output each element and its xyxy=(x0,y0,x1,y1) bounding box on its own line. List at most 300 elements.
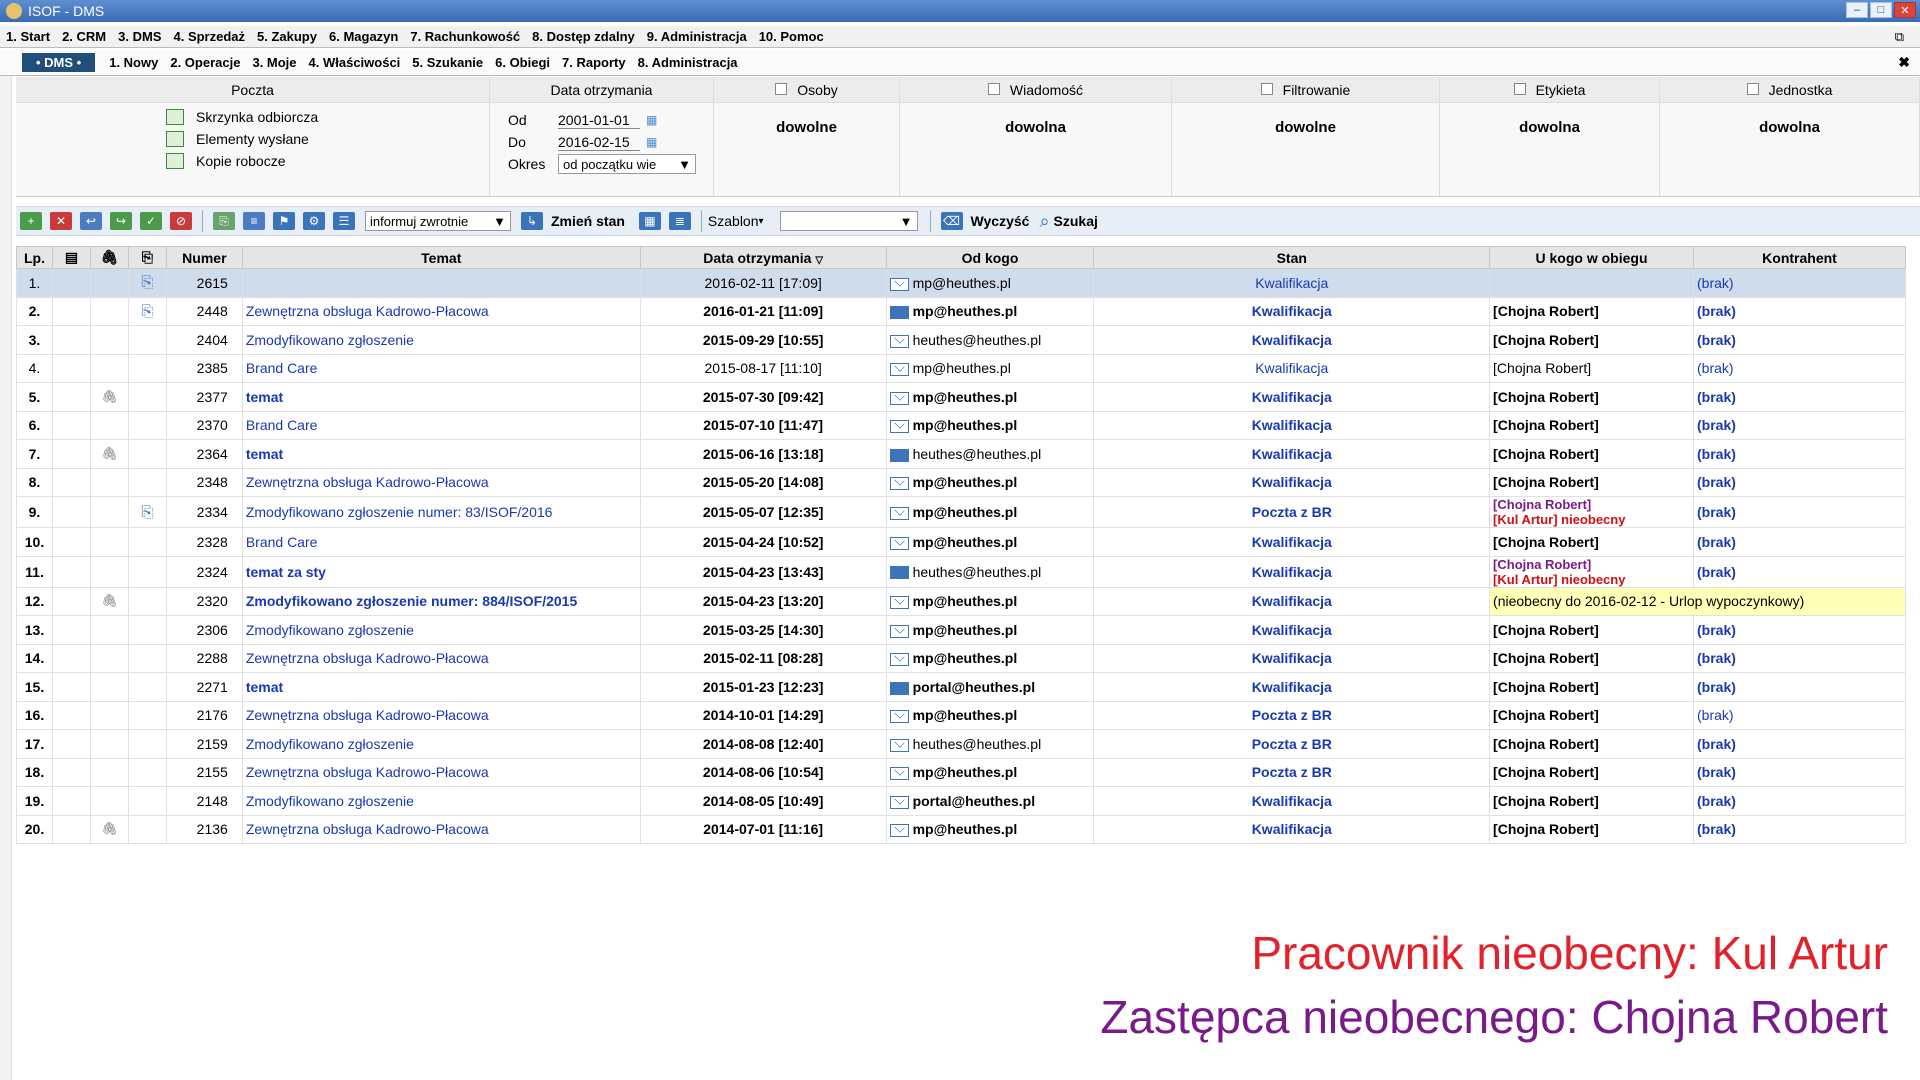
contractor-cell[interactable]: (brak) xyxy=(1694,644,1906,673)
contractor-cell[interactable]: (brak) xyxy=(1694,730,1906,759)
copy-doc-icon[interactable] xyxy=(128,528,166,557)
col-date[interactable] xyxy=(640,247,886,269)
table-row[interactable] xyxy=(17,468,1906,497)
message-subject-link[interactable]: temat za sty xyxy=(242,556,640,587)
received-date: 2015-02-11 [08:28] xyxy=(640,644,886,673)
rows-view-icon[interactable]: ≣ xyxy=(669,212,691,230)
attachment-icon[interactable]: 🖇 xyxy=(90,815,128,844)
circulation-cell: [Chojna Robert] xyxy=(1490,815,1694,844)
message-subject-link[interactable]: Zmodyfikowano zgłoszenie xyxy=(242,326,640,355)
received-date: 2014-08-05 [10:49] xyxy=(640,787,886,816)
attachment-icon[interactable] xyxy=(90,497,128,528)
unit-filter xyxy=(1660,77,1920,196)
col-contractor[interactable]: Kontrahent xyxy=(1694,247,1906,269)
calendar-icon[interactable]: ▦ xyxy=(646,113,658,127)
calendar-icon[interactable]: ▦ xyxy=(646,135,658,149)
copy-doc-icon[interactable] xyxy=(128,644,166,673)
state-cell[interactable]: Kwalifikacja xyxy=(1094,644,1490,673)
table-row[interactable] xyxy=(17,673,1906,702)
copy-doc-icon[interactable] xyxy=(128,556,166,587)
drafts-item[interactable] xyxy=(166,153,489,169)
toolbar-separator xyxy=(202,210,203,232)
message-number: 2159 xyxy=(166,730,242,759)
copy-doc-icon[interactable] xyxy=(128,815,166,844)
message-subject-link[interactable] xyxy=(242,269,640,298)
main-menu xyxy=(0,26,1920,48)
copy-doc-icon[interactable] xyxy=(128,411,166,440)
contractor-cell[interactable]: (brak) xyxy=(1694,383,1906,412)
contractor-cell[interactable]: (brak) xyxy=(1694,616,1906,645)
copy-doc-icon[interactable]: ⎘ xyxy=(128,497,166,528)
message-checkbox[interactable] xyxy=(988,83,1000,95)
dms-menu xyxy=(0,50,1920,76)
contractor-cell[interactable]: (brak) xyxy=(1694,497,1906,528)
table-row[interactable] xyxy=(17,528,1906,557)
main-menu-item[interactable]: 5. Zakupy xyxy=(257,29,317,44)
sender-address: heuthes@heuthes.pl xyxy=(912,331,1042,348)
state-cell[interactable]: Kwalifikacja xyxy=(1094,326,1490,355)
absence-note: (nieobecny do 2016-02-12 - Urlop wypoczynkowy) xyxy=(1490,587,1906,616)
main-menu-item[interactable]: 2. CRM xyxy=(62,29,107,44)
table-row[interactable] xyxy=(17,354,1906,383)
message-number: 2364 xyxy=(166,440,242,469)
sender-cell xyxy=(886,815,1094,844)
attachment-icon[interactable] xyxy=(90,269,128,298)
attachment-icon[interactable] xyxy=(90,616,128,645)
row-number: 17. xyxy=(17,730,53,759)
table-row[interactable] xyxy=(17,730,1906,759)
message-number: 2136 xyxy=(166,815,242,844)
table-row[interactable] xyxy=(17,556,1906,587)
envelope-icon xyxy=(890,420,909,433)
delete-message-icon[interactable]: ✕ xyxy=(50,212,72,230)
col-number[interactable]: Numer xyxy=(166,247,242,269)
search-button[interactable]: Szukaj xyxy=(1053,213,1098,229)
sender-address: mp@heuthes.pl xyxy=(912,621,1018,638)
col-circulation[interactable]: U kogo w obiegu xyxy=(1490,247,1694,269)
eraser-icon[interactable]: ⌫ xyxy=(941,212,963,230)
message-subject-link[interactable]: Brand Care xyxy=(242,411,640,440)
envelope-icon xyxy=(890,278,909,291)
table-row[interactable] xyxy=(17,297,1906,326)
contractor-cell[interactable]: (brak) xyxy=(1694,701,1906,730)
copy-doc-icon[interactable] xyxy=(128,758,166,787)
message-number: 2615 xyxy=(166,269,242,298)
substitute-name: [Chojna Robert] xyxy=(1493,556,1592,572)
message-subject-link[interactable]: Zmodyfikowano zgłoszenie xyxy=(242,616,640,645)
received-date: 2015-09-29 [10:55] xyxy=(640,326,886,355)
label-checkbox[interactable] xyxy=(1514,83,1526,95)
sender-address: mp@heuthes.pl xyxy=(912,360,1011,377)
search-icon[interactable]: ⌕ xyxy=(1039,210,1050,231)
legend-box xyxy=(1050,915,1894,1057)
main-menu-item[interactable]: 9. Administracja xyxy=(646,29,747,44)
envelope-icon xyxy=(890,507,909,520)
attachment-icon[interactable] xyxy=(90,468,128,497)
copy-doc-icon[interactable] xyxy=(128,673,166,702)
sender-cell xyxy=(886,644,1094,673)
table-row[interactable] xyxy=(17,440,1906,469)
col-subject[interactable]: Temat xyxy=(242,247,640,269)
label-filter-value[interactable]: dowolna xyxy=(1519,119,1580,136)
date-to-label: Do xyxy=(508,134,526,150)
main-menu-item[interactable]: 1. Start xyxy=(6,29,51,44)
attachment-icon[interactable] xyxy=(90,673,128,702)
table-row[interactable] xyxy=(17,383,1906,412)
copy-doc-icon[interactable] xyxy=(128,701,166,730)
unit-filter-title: Jednostka xyxy=(1768,82,1833,98)
received-date: 2015-05-07 [12:35] xyxy=(640,497,886,528)
dms-menu-item[interactable]: 7. Raporty xyxy=(562,55,626,70)
received-date: 2014-08-06 [10:54] xyxy=(640,758,886,787)
row-number: 20. xyxy=(17,815,53,844)
dms-menu-item[interactable]: 3. Moje xyxy=(252,55,297,70)
row-number: 4. xyxy=(17,354,53,383)
copy-doc-icon[interactable] xyxy=(128,326,166,355)
reply-icon[interactable]: ↩ xyxy=(80,212,102,230)
sender-cell xyxy=(886,556,1094,587)
attachment-icon[interactable] xyxy=(90,730,128,759)
sender-cell xyxy=(886,730,1094,759)
change-state-icon[interactable]: ↳ xyxy=(521,212,543,230)
sender-address: mp@heuthes.pl xyxy=(912,593,1018,610)
gear-icon[interactable]: ⚙ xyxy=(303,212,325,230)
label-filter-title: Etykieta xyxy=(1535,82,1586,98)
sender-address: mp@heuthes.pl xyxy=(912,474,1018,491)
message-filter-title: Wiadomość xyxy=(1009,82,1084,98)
message-subject-link[interactable]: Zewnętrzna obsługa Kadrowo-Płacowa xyxy=(242,468,640,497)
attachment-icon[interactable] xyxy=(90,411,128,440)
main-menu-item[interactable]: 8. Dostęp zdalny xyxy=(532,29,635,44)
contractor-cell[interactable]: (brak) xyxy=(1694,468,1906,497)
contractor-cell[interactable]: (brak) xyxy=(1694,556,1906,587)
message-number: 2148 xyxy=(166,787,242,816)
close-module-icon[interactable]: ✖ xyxy=(1898,54,1910,70)
template-select[interactable] xyxy=(780,211,918,231)
copy-doc-icon[interactable]: ⎘ xyxy=(128,297,166,326)
message-filter-value[interactable]: dowolna xyxy=(1005,119,1066,136)
date-to-field[interactable]: 2016-02-15 xyxy=(558,134,640,151)
sender-address: heuthes@heuthes.pl xyxy=(912,563,1042,580)
document-cell xyxy=(52,528,90,557)
sent-icon xyxy=(166,131,184,147)
received-date: 2015-01-23 [12:23] xyxy=(640,673,886,702)
persons-filter-value[interactable]: dowolne xyxy=(776,119,837,136)
sender-cell xyxy=(886,269,1094,298)
message-subject-link[interactable]: Zewnętrzna obsługa Kadrowo-Płacowa xyxy=(242,815,640,844)
state-cell[interactable]: Kwalifikacja xyxy=(1094,787,1490,816)
table-row[interactable] xyxy=(17,587,1906,616)
received-date: 2015-04-24 [10:52] xyxy=(640,528,886,557)
row-number: 5. xyxy=(17,383,53,412)
message-subject-link[interactable]: Brand Care xyxy=(242,354,640,383)
contractor-cell[interactable]: (brak) xyxy=(1694,815,1906,844)
attachment-icon[interactable] xyxy=(90,787,128,816)
col-date-label: Data otrzymania xyxy=(703,249,812,266)
row-number: 18. xyxy=(17,758,53,787)
dms-menu-item[interactable]: 4. Właściwości xyxy=(308,55,401,70)
state-cell[interactable]: Poczta z BR xyxy=(1094,497,1490,528)
change-state-button[interactable]: Zmień stan xyxy=(551,213,625,229)
circulation-cell xyxy=(1490,269,1694,298)
col-state[interactable]: Stan xyxy=(1094,247,1490,269)
main-menu-item[interactable]: 3. DMS xyxy=(118,29,162,44)
envelope-icon xyxy=(890,537,909,550)
chevron-down-icon: ▼ xyxy=(493,213,506,229)
state-cell[interactable]: Kwalifikacja xyxy=(1094,468,1490,497)
envelope-icon xyxy=(890,596,909,609)
circulation-cell: [Chojna Robert] xyxy=(1490,326,1694,355)
dms-menu-item[interactable]: 5. Szukanie xyxy=(412,55,484,70)
row-number: 8. xyxy=(17,468,53,497)
state-cell[interactable]: Poczta z BR xyxy=(1094,758,1490,787)
state-cell[interactable]: Kwalifikacja xyxy=(1094,587,1490,616)
contractor-cell[interactable]: (brak) xyxy=(1694,673,1906,702)
message-subject-link[interactable]: Brand Care xyxy=(242,528,640,557)
document-cell xyxy=(52,587,90,616)
document-cell xyxy=(52,787,90,816)
toolbar xyxy=(16,206,1920,236)
reject-icon[interactable]: ⊘ xyxy=(170,212,192,230)
persons-checkbox[interactable] xyxy=(775,83,787,95)
restore-icon[interactable]: ⧉ xyxy=(1894,28,1904,44)
envelope-icon xyxy=(890,653,909,666)
grid-view-icon[interactable]: ▦ xyxy=(639,212,661,230)
state-cell[interactable]: Poczta z BR xyxy=(1094,730,1490,759)
attachment-icon[interactable] xyxy=(90,701,128,730)
copy-doc-icon[interactable] xyxy=(128,787,166,816)
contractor-cell[interactable]: (brak) xyxy=(1694,528,1906,557)
minimize-button[interactable]: – xyxy=(1846,2,1868,18)
received-date: 2014-08-08 [12:40] xyxy=(640,730,886,759)
circulation-cell: [Chojna Robert] xyxy=(1490,354,1694,383)
dms-menu-item[interactable]: 2. Operacje xyxy=(170,55,241,70)
dms-menu-item[interactable]: 6. Obiegi xyxy=(495,55,551,70)
contractor-cell[interactable]: (brak) xyxy=(1694,326,1906,355)
table-row[interactable] xyxy=(17,497,1906,528)
received-date: 2015-03-25 [14:30] xyxy=(640,616,886,645)
message-number: 2334 xyxy=(166,497,242,528)
col-from[interactable]: Od kogo xyxy=(886,247,1094,269)
state-cell[interactable]: Kwalifikacja xyxy=(1094,297,1490,326)
contractor-cell[interactable]: (brak) xyxy=(1694,411,1906,440)
attachment-icon[interactable] xyxy=(90,556,128,587)
table-row[interactable] xyxy=(17,326,1906,355)
state-cell[interactable]: Kwalifikacja xyxy=(1094,383,1490,412)
envelope-icon xyxy=(890,449,909,462)
envelope-icon xyxy=(890,335,909,348)
state-cell[interactable]: Kwalifikacja xyxy=(1094,411,1490,440)
flag-icon[interactable]: ⚑ xyxy=(273,212,295,230)
envelope-icon xyxy=(890,363,909,376)
copy-doc-icon[interactable] xyxy=(128,383,166,412)
copy-doc-icon[interactable] xyxy=(128,616,166,645)
accept-icon[interactable]: ✓ xyxy=(140,212,162,230)
substitute-name: [Chojna Robert] xyxy=(1493,497,1592,512)
table-row[interactable] xyxy=(17,701,1906,730)
state-cell[interactable]: Poczta z BR xyxy=(1094,701,1490,730)
row-number: 9. xyxy=(17,497,53,528)
message-subject-link[interactable]: Zewnętrzna obsługa Kadrowo-Płacowa xyxy=(242,701,640,730)
sender-cell xyxy=(886,673,1094,702)
contractor-cell[interactable]: (brak) xyxy=(1694,354,1906,383)
dms-menu-item[interactable]: 8. Administracja xyxy=(637,55,738,70)
circulation-cell: [Chojna Robert] xyxy=(1490,383,1694,412)
table-row[interactable] xyxy=(17,411,1906,440)
attachment-icon[interactable] xyxy=(90,644,128,673)
table-row[interactable] xyxy=(17,616,1906,645)
state-cell[interactable]: Kwalifikacja xyxy=(1094,528,1490,557)
filtering-checkbox[interactable] xyxy=(1261,83,1273,95)
attachment-icon[interactable] xyxy=(90,297,128,326)
state-cell[interactable]: Kwalifikacja xyxy=(1094,354,1490,383)
message-number: 2288 xyxy=(166,644,242,673)
row-number: 12. xyxy=(17,587,53,616)
attachment-icon[interactable]: 🖇 xyxy=(90,587,128,616)
state-cell[interactable]: Kwalifikacja xyxy=(1094,269,1490,298)
envelope-icon xyxy=(890,767,909,780)
message-subject-link[interactable]: Zmodyfikowano zgłoszenie xyxy=(242,730,640,759)
message-number: 2155 xyxy=(166,758,242,787)
message-number: 2370 xyxy=(166,411,242,440)
message-subject-link[interactable]: temat xyxy=(242,383,640,412)
state-cell[interactable]: Kwalifikacja xyxy=(1094,673,1490,702)
template-label[interactable]: Szablon xyxy=(707,213,759,229)
message-subject-link[interactable]: Zewnętrzna obsługa Kadrowo-Płacowa xyxy=(242,297,640,326)
message-number: 2271 xyxy=(166,673,242,702)
sender-cell xyxy=(886,758,1094,787)
attachment-icon[interactable]: 🖇 xyxy=(90,383,128,412)
sender-cell xyxy=(886,326,1094,355)
copy-doc-icon[interactable] xyxy=(128,730,166,759)
maximize-button[interactable]: □ xyxy=(1870,2,1892,18)
state-cell[interactable]: Kwalifikacja xyxy=(1094,440,1490,469)
message-number: 2377 xyxy=(166,383,242,412)
main-menu-item[interactable]: 7. Rachunkowość xyxy=(410,29,521,44)
received-date: 2014-10-01 [14:29] xyxy=(640,701,886,730)
toolbar-separator xyxy=(930,210,931,232)
attachment-icon[interactable]: 🖇 xyxy=(90,440,128,469)
message-number: 2385 xyxy=(166,354,242,383)
sender-address: mp@heuthes.pl xyxy=(912,650,1018,667)
document-cell xyxy=(52,269,90,298)
contractor-cell[interactable]: (brak) xyxy=(1694,758,1906,787)
col-copy-icon[interactable]: ⎘ xyxy=(128,247,166,269)
sender-cell xyxy=(886,701,1094,730)
message-subject-link[interactable]: temat xyxy=(242,440,640,469)
chevron-down-icon: ▾ xyxy=(758,215,764,227)
message-subject-link[interactable]: Zewnętrzna obsługa Kadrowo-Płacowa xyxy=(242,644,640,673)
unit-checkbox[interactable] xyxy=(1747,83,1759,95)
contractor-cell[interactable]: (brak) xyxy=(1694,269,1906,298)
col-attachment-icon[interactable]: 🖇 xyxy=(90,247,128,269)
document-cell xyxy=(52,556,90,587)
table-row[interactable] xyxy=(17,644,1906,673)
main-menu-item[interactable]: 4. Sprzedaż xyxy=(173,29,246,44)
unit-filter-value[interactable]: dowolna xyxy=(1759,119,1820,136)
inbox-item[interactable] xyxy=(166,109,489,125)
dms-menu-item[interactable]: 1. Nowy xyxy=(109,55,159,70)
col-document-icon[interactable]: ▤ xyxy=(52,247,90,269)
sender-cell xyxy=(886,528,1094,557)
sent-item[interactable] xyxy=(166,131,489,147)
sender-address: mp@heuthes.pl xyxy=(912,417,1018,434)
received-date: 2016-01-21 [11:09] xyxy=(640,297,886,326)
row-number: 19. xyxy=(17,787,53,816)
chevron-down-icon: ▼ xyxy=(899,213,913,229)
copy-doc-icon[interactable] xyxy=(128,468,166,497)
contractor-cell[interactable]: (brak) xyxy=(1694,297,1906,326)
table-row[interactable] xyxy=(17,787,1906,816)
absent-name: [Kul Artur] nieobecny xyxy=(1493,512,1626,527)
list-icon[interactable]: ☰ xyxy=(333,212,355,230)
date-from-field[interactable]: 2001-01-01 xyxy=(558,112,640,129)
persons-filter-title: Osoby xyxy=(797,82,838,98)
row-number: 7. xyxy=(17,440,53,469)
state-cell[interactable]: Kwalifikacja xyxy=(1094,556,1490,587)
mailbox-filter-title: Poczta xyxy=(16,77,489,103)
main-menu-item[interactable]: 6. Magazyn xyxy=(328,29,399,44)
left-splitter[interactable] xyxy=(0,76,12,1080)
sender-address: mp@heuthes.pl xyxy=(912,504,1018,520)
window-title: ISOF - DMS xyxy=(28,3,105,19)
message-subject-link[interactable]: Zmodyfikowano zgłoszenie numer: 83/ISOF/2016 xyxy=(242,497,640,528)
message-table xyxy=(16,246,1906,844)
inform-select[interactable] xyxy=(365,211,511,231)
attachment-icon[interactable] xyxy=(90,354,128,383)
attachment-icon[interactable] xyxy=(90,528,128,557)
new-message-icon[interactable]: + xyxy=(20,212,42,230)
received-date: 2014-07-01 [11:16] xyxy=(640,815,886,844)
message-subject-link[interactable]: Zewnętrzna obsługa Kadrowo-Płacowa xyxy=(242,758,640,787)
table-row[interactable] xyxy=(17,815,1906,844)
table-row[interactable] xyxy=(17,758,1906,787)
attach-document-icon[interactable]: ⎘ xyxy=(213,212,235,230)
filtering-filter-value[interactable]: dowolne xyxy=(1275,119,1336,136)
state-cell[interactable]: Kwalifikacja xyxy=(1094,815,1490,844)
forward-icon[interactable]: ↪ xyxy=(110,212,132,230)
table-row[interactable] xyxy=(17,269,1906,298)
main-menu-item[interactable]: 10. Pomoc xyxy=(758,29,824,44)
state-cell[interactable]: Kwalifikacja xyxy=(1094,616,1490,645)
row-number: 13. xyxy=(17,616,53,645)
copy-doc-icon[interactable]: ⎘ xyxy=(128,269,166,298)
copy-doc-icon[interactable] xyxy=(128,587,166,616)
message-subject-link[interactable]: Zmodyfikowano zgłoszenie numer: 884/ISOF/2015 xyxy=(242,587,640,616)
message-subject-link[interactable]: temat xyxy=(242,673,640,702)
sender-address: mp@heuthes.pl xyxy=(912,388,1018,405)
document-cell xyxy=(52,383,90,412)
period-select[interactable] xyxy=(558,154,696,174)
attachment-icon[interactable] xyxy=(90,326,128,355)
copy-doc-icon[interactable] xyxy=(128,354,166,383)
attachment-icon[interactable] xyxy=(90,758,128,787)
envelope-icon xyxy=(890,710,909,723)
close-window-button[interactable]: ✕ xyxy=(1894,2,1916,18)
message-subject-link[interactable]: Zmodyfikowano zgłoszenie xyxy=(242,787,640,816)
contractor-cell[interactable]: (brak) xyxy=(1694,440,1906,469)
inform-select-value: informuj zwrotnie xyxy=(370,213,469,229)
received-date: 2015-08-17 [11:10] xyxy=(640,354,886,383)
copy-doc-icon[interactable] xyxy=(128,440,166,469)
circulation-cell: [Chojna Robert] xyxy=(1490,616,1694,645)
sender-address: mp@heuthes.pl xyxy=(912,274,1011,291)
clear-button[interactable]: Wyczyść xyxy=(970,213,1030,229)
document-icon[interactable]: ≡ xyxy=(243,212,265,230)
contractor-cell[interactable]: (brak) xyxy=(1694,787,1906,816)
col-lp[interactable]: Lp. xyxy=(17,247,53,269)
circulation-cell: [Chojna Robert] xyxy=(1490,730,1694,759)
